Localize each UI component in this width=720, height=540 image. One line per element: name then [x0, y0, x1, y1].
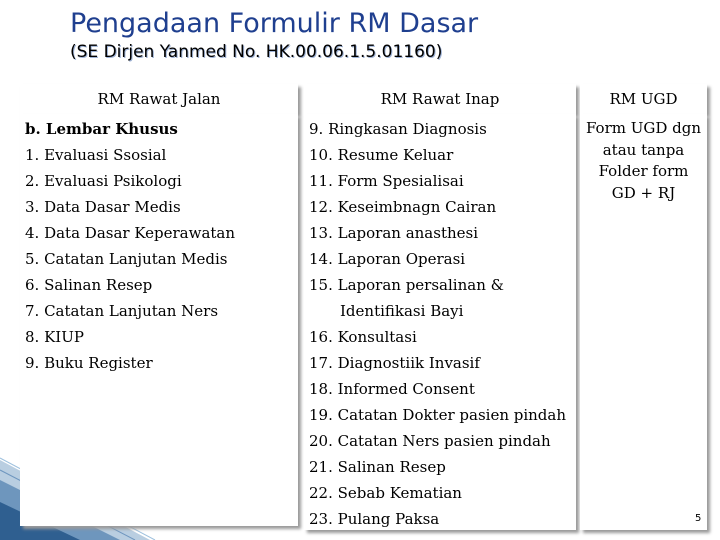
list-item: 3. Data Dasar Medis	[25, 198, 181, 216]
list-item: 9. Ringkasan Diagnosis	[309, 120, 487, 138]
header-rm-rawat-inap: RM Rawat Inap	[304, 84, 576, 114]
slide-subtitle: (SE Dirjen Yanmed No. HK.00.06.1.5.01160)	[70, 42, 443, 62]
column-rm-rawat-jalan	[20, 114, 298, 526]
list-item: 2. Evaluasi Psikologi	[25, 172, 182, 190]
list-item: 13. Laporan anasthesi	[309, 224, 479, 242]
rawat-jalan-list	[20, 114, 298, 376]
list-item: 22. Sebab Kematian	[309, 484, 462, 502]
column-rm-rawat-inap	[304, 114, 576, 530]
page-number: 5	[695, 513, 702, 524]
ugd-line: atau tanpa	[602, 140, 685, 159]
list-item: 17. Diagnostiik Invasif	[309, 354, 480, 372]
list-item: 6. Salinan Resep	[25, 276, 153, 294]
ugd-description	[580, 114, 707, 204]
list-item: 20. Catatan Ners pasien pindah	[309, 432, 551, 450]
ugd-line: GD + RJ	[611, 183, 676, 202]
list-item: 21. Salinan Resep	[309, 458, 446, 476]
list-item: 15. Laporan persalinan &	[309, 276, 504, 294]
list-item: 1. Evaluasi Ssosial	[25, 146, 167, 164]
list-item: 5. Catatan Lanjutan Medis	[25, 250, 228, 268]
ugd-line: Folder form	[598, 162, 689, 180]
list-item: Identifikasi Bayi	[340, 302, 464, 320]
list-item: 23. Pulang Paksa	[309, 510, 440, 528]
list-item: b. Lembar Khusus	[25, 120, 178, 138]
list-item: 10. Resume Keluar	[309, 146, 454, 164]
list-item: 9. Buku Register	[25, 354, 153, 372]
list-item: 19. Catatan Dokter pasien pindah	[309, 406, 567, 424]
list-item: 16. Konsultasi	[309, 328, 417, 346]
list-item: 8. KIUP	[25, 328, 84, 346]
list-item: 18. Informed Consent	[309, 380, 475, 398]
list-item: 14. Laporan Operasi	[309, 250, 466, 268]
list-item: 4. Data Dasar Keperawatan	[25, 224, 236, 242]
header-rm-ugd: RM UGD	[580, 84, 707, 114]
list-item: 7. Catatan Lanjutan Ners	[25, 302, 219, 320]
slide-title: Pengadaan Formulir RM Dasar	[70, 8, 479, 39]
column-rm-ugd	[580, 114, 707, 530]
list-item: 12. Keseimbnagn Cairan	[309, 198, 497, 216]
header-rm-rawat-jalan: RM Rawat Jalan	[20, 84, 298, 114]
list-item: 11. Form Spesialisai	[309, 172, 464, 190]
ugd-line: Form UGD dgn	[585, 119, 702, 137]
rawat-inap-list	[304, 114, 576, 532]
